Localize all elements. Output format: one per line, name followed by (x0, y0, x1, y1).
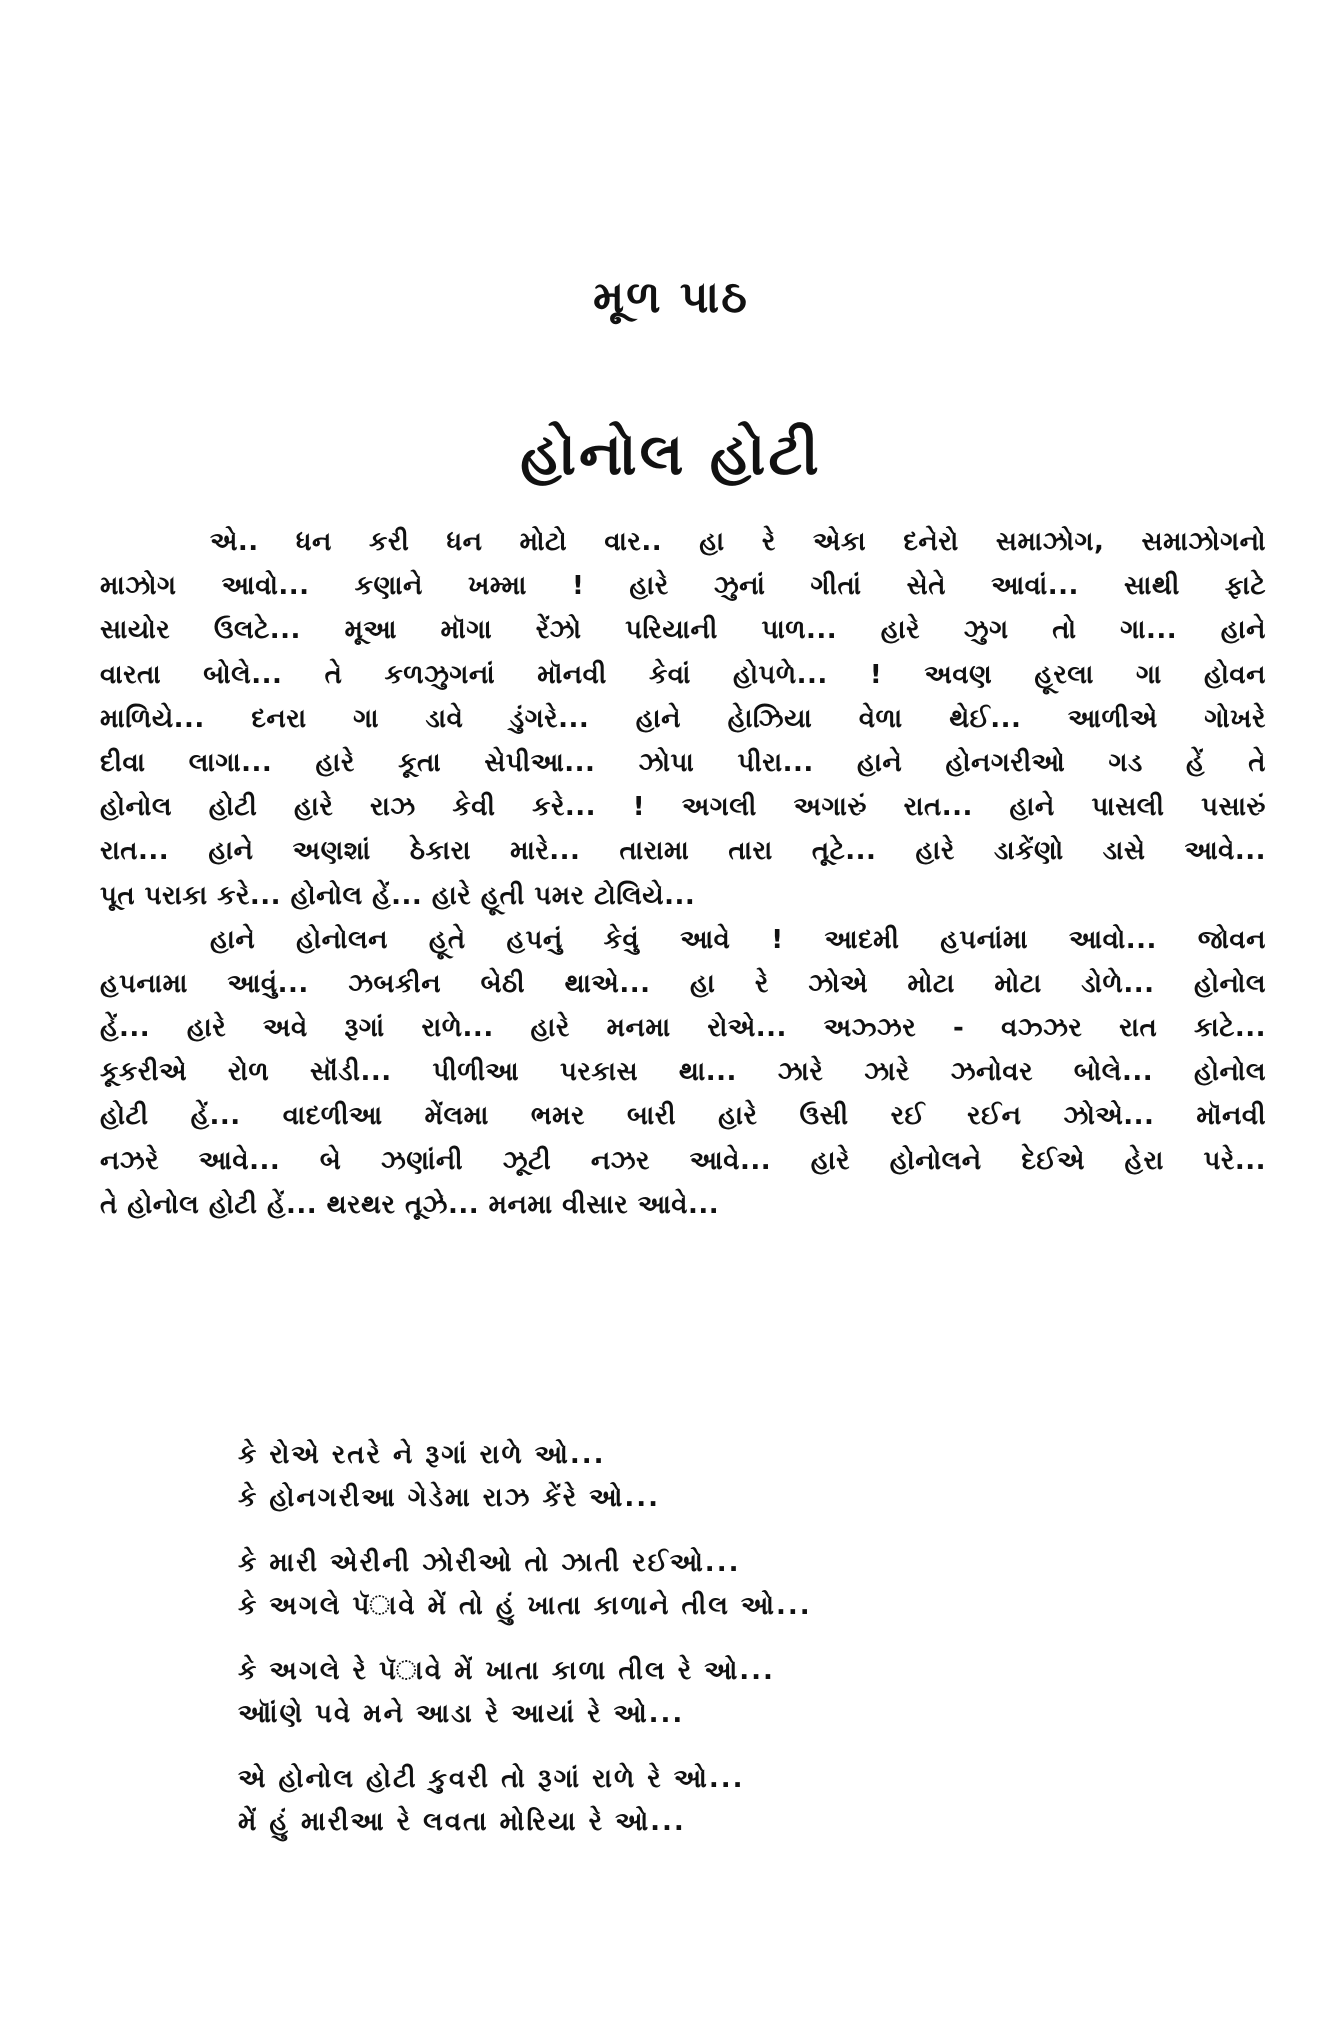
text-line: હેં... હારે અવે રૂગાં રાળે... હારે મનમા રોએ... અઝ્ઝર - વઝ્ઝર રાત કાટે... (100, 1013, 1266, 1044)
verse-stanza (238, 1650, 1138, 1736)
verse-line: કે અગલે પૅાવે મેં તો હું ખાતા કાળાને તીલ ઓ... (238, 1591, 812, 1621)
text-line: કૂકરીએ રોળ સૉંડી... પીળીઆ પરકાસ થા... ઝારે ઝારે ઝનોવર બોલે... હોનોલ (100, 1057, 1266, 1088)
verse-line: કે મારી એરીની ઝોરીઓ તો ઝાતી રઈઓ... (238, 1548, 741, 1578)
verse-line: મેં હું મારીઆ રે લવતા મોરિયા રે ઓ... (238, 1807, 686, 1837)
text-line: માળિયે... દનરા ગા ડાવે ડુંગરે... હાને હેાઝિયા વેળા થેઈ... આળીએ ગોખરે (100, 703, 1266, 734)
text-line: પૂત પરાકા કરે... હોનોલ હેં... હારે હૂતી પમર ટોલિયે... (100, 880, 696, 911)
text-line: માઝોગ આવો... કણાને ખમ્મા ! હારે ઝુનાં ગીતાં સેતે આવાં... સાથી ફાટે (100, 571, 1266, 602)
paragraph-1 (100, 520, 1266, 918)
paragraph-2 (100, 918, 1266, 1227)
verse-line: કે હોનગરીઆ ગેડેમા રાઝ કેંરે ઓ... (238, 1483, 660, 1513)
song-verses (238, 1434, 1138, 1866)
text-line: હપનામા આવું... ઝબકીન બેઠી થાએ... હા રે ઝોએ મોટા મોટા ડોળે... હોનોલ (100, 968, 1266, 999)
verse-line: ઑાંણે પવે મને આડા રે આયાં રે ઓ... (238, 1699, 685, 1729)
verse-line: કે રોએ રતરે ને રૂગાં રાળે ઓ... (238, 1440, 606, 1470)
text-line: હોટી હેં... વાદળીઆ મેંલમા ભમર બારી હારે ઉસી રઈ રઈન ઝોએ... મૉનવી (100, 1101, 1266, 1132)
text-line: વારતા બોલે... તે કળઝુગનાં મૉનવી કેવાં હોપળે... ! અવણ હૂરલા ગા હોવન (100, 659, 1266, 690)
section-heading: મૂળ પાઠ (593, 272, 749, 323)
verse-stanza (238, 1434, 1138, 1520)
verse-line: એ હોનોલ હોટી કુવરી તો રૂગાં રાળે રે ઓ... (238, 1764, 745, 1794)
text-line: હોનોલ હોટી હારે રાઝ કેવી કરે... ! અગલી અગારું રાત... હાને પાસલી પસારું (100, 792, 1266, 823)
text-line: નઝરે આવે... બે ઝણાંની ઝૂટી નઝર આવે... હારે હોનોલને દેઈએ હેરા પરે... (100, 1145, 1266, 1176)
text-line: સાયોર ઉલટે... મૂઆ મૉગા રેંઝો પરિયાની પાળ... હારે ઝુગ તો ગા... હાને (100, 615, 1266, 646)
prose-body (100, 520, 1266, 1227)
text-line: હાને હોનોલન હૂતે હપનું કેવું આવે ! આદમી હપનાંમા આવો... જોવન (210, 924, 1266, 955)
text-line: તે હોનોલ હોટી હેં... થરથર તૂઝે... મનમા વીસાર આવે... (100, 1189, 720, 1220)
page-title: હોનોલ હોટી (520, 420, 822, 488)
text-line: દીવા લાગા... હારે કૂતા સેપીઆ... ઝોપા પીરા... હાને હોનગરીઓ ગડ હેં તે (100, 747, 1266, 778)
verse-stanza (238, 1758, 1138, 1844)
verse-line: કે અગલે રે પૅાવે મેં ખાતા કાળા તીલ રે ઓ... (238, 1656, 775, 1686)
text-line: એ.. ધન કરી ધન મોટો વાર.. હા રે એકા દનેરો સમાઝોગ, સમાઝોગનો (210, 527, 1266, 557)
text-line: રાત... હાને અણશાં ઠેકારા મારે... તારામા તારા તૂટે... હારે ડાકેંણો ડાસે આવે... (100, 836, 1266, 867)
verse-stanza (238, 1542, 1138, 1628)
